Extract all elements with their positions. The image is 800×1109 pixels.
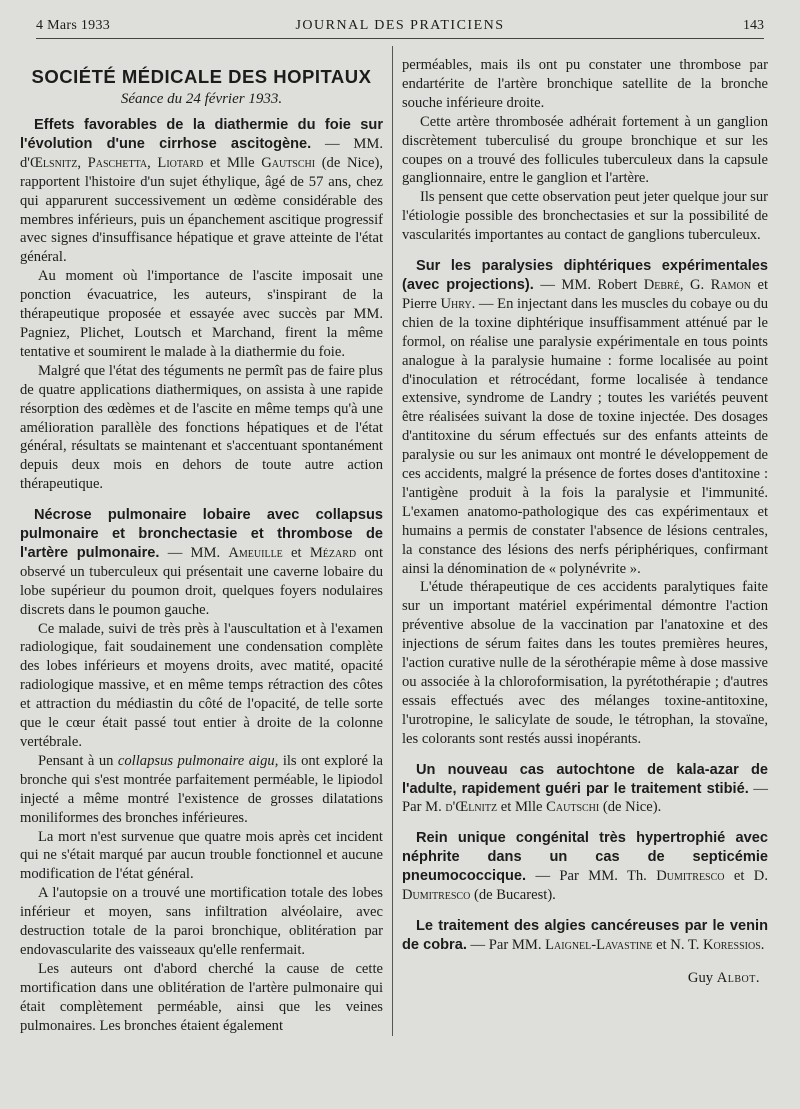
article-rein-title: Rein unique congénital très hypertrophié avec néphrite dans un cas de septicémie pneumococcique. — [402, 830, 768, 885]
running-head — [36, 16, 764, 39]
authors: Ameuille — [228, 544, 283, 561]
article-paralysies-title: Sur les paralysies diphtériques expérimentales (avec projections). — [402, 258, 768, 293]
article-necrose-p8: Ils pensent que cette observation peut jeter quelque jour sur l'étiologie possible des bronchectasies et sur la possibilité de vascularités importantes au contact de ganglions tuberculeux. — [402, 189, 768, 244]
authors: Gautschi — [261, 154, 316, 171]
session-date: Séance du 24 février 1933. — [120, 91, 283, 107]
authors: Œlsnitz, Paschetta, Liotard — [29, 154, 204, 171]
article-algies-p1: Le traitement des algies cancéreuses par le venin de cobra. — Par MM. Laignel-Lavastine et N. T. Koressios. — [402, 917, 768, 953]
article-necrose-p4: La mort n'est survenue que quatre mois après cet incident qui ne s'était marqué par aucun trouble fonctionnel et aucune modification de l'état général. — [20, 828, 383, 883]
article-rein — [402, 829, 768, 905]
authors: Uhry — [440, 295, 472, 312]
authors: Dumitresco — [402, 887, 471, 904]
authors: d'Œlnitz — [445, 799, 498, 816]
article-paralysies-p1: Sur les paralysies diphtériques expérimentales (avec projections). — MM. Robert Debré, G. Ramon et Pierre Uhry. — En injectant dans les muscles du cobaye ou du chien de la toxine diphtérique insuffisamment atténué par le formol, on réalise une paralysie expérimentale en tous points analogue à la paralysie humaine : forme localisée au point d'inoculation et rétrocédant, forme localisée à tendance extensive, syndrome de Landry ; toutes les variétés peuvent être réalisées suivant la dose de toxine injectée. Des dosages d'antitoxine du sérum effectués sur des enfants atteints de paralysie ou sur les animaux ont montré le développement de ces accidents, malgré la présence de fortes doses d'antitoxine : l'antigène produit à la fois la paralysie et l'immunité. L'examen anatomo-pathologique des cas expérimentaux et humains a permis de constater l'absence de lésions centrales, la constance des lésions des nerfs périphériques, confirmant ainsi la dénomination de « polynévrite ». — [402, 258, 769, 577]
journal-title: JOURNAL DES PRATICIENS — [295, 18, 505, 33]
article-rein-p1: Rein unique congénital très hypertrophié avec néphrite dans un cas de septicémie pneumococcique. — Par MM. Th. Dumitresco et D. Dumitresco (de Bucarest). — [402, 830, 768, 904]
issue-date: 4 Mars 1933 — [36, 18, 111, 33]
article-necrose-p7: Cette artère thrombosée adhérait fortement à un ganglion discrètement tuberculisé du groupe bronchique et sur les coupes on a trouvé des follicules tuberculeux dans la capsule ganglionnaire, entre le ganglion et l'artère. — [402, 113, 768, 187]
article-necrose-p3: Pensant à un collapsus pulmonaire aigu, ils ont exploré la bronche qui s'est montrée parfaitement perméable, le lipiodol injecté a même montré l'existence de grosses dilatations moniliformes des bronches inférieures. — [20, 752, 383, 826]
article-necrose — [20, 506, 383, 1035]
article-cirrhose-p3: Malgré que l'état des téguments ne permît pas de faire plus de quatre applications diathermiques, on assista à une rapide résorption des œdèmes et de l'ascite en même temps qu'à une amélioration parallèle des fonctions hépatiques et de l'état général, résultats se maintenant et s'accentuant spontanément depuis deux mois en dehors de toute autre action thérapeutique. — [20, 362, 383, 493]
article-necrose-title: Nécrose pulmonaire lobaire avec collapsus pulmonaire et bronchectasie et thrombose de l'artère pulmonaire. — [20, 507, 383, 561]
signature: Guy Albot. — [687, 969, 760, 986]
article-paralysies-p2: L'étude thérapeutique de ces accidents paralytiques faite sur un important matériel expérimental démontre l'action préventive absolue de la vaccination par l'anatoxine et des injections de sérum faites dans les toutes premières heures, l'action curative nulle de la sérothérapie même à dose massive ou associée à la chloroformisation, la pyrétothérapie ; d'autres essais effectués avec des mélanges toxine-antitoxine, l'urotropine, le salicylate de soude, le tétrophan, la stovaïne, les colorants sont restés aussi inopérants. — [402, 579, 768, 747]
page-number: 143 — [743, 18, 764, 33]
left-column — [20, 52, 383, 1048]
article-paralysies — [402, 257, 768, 749]
article-algies-title: Le traitement des algies cancéreuses par le venin de cobra. — [402, 917, 768, 953]
authors: Mézard — [309, 544, 357, 561]
article-cirrhose-p1: Effets favorables de la diathermie du foie sur l'évolution d'une cirrhose ascitogène. — MM. d'Œlsnitz, Paschetta, Liotard et Mlle Gautschi (de Nice), rapportent l'histoire d'un sujet éthylique, âgé de 57 ans, chez qui apparurent successivement un œdème considérable des membres inférieurs, puis un épanchement ascitique progressif avec signes d'insuffisance hépatique et grave atteinte de l'état général. — [20, 117, 384, 266]
article-necrose-p6: Les auteurs ont d'abord cherché la cause de cette mortification dans une oblitération de l'artère pulmonaire qui était complètement perméable, ainsi que les veines pulmonaires. Les bronches étaient également — [20, 960, 383, 1034]
right-column — [402, 56, 768, 988]
article-kala-azar — [402, 761, 768, 818]
article-kala-azar-title: Un nouveau cas autochtone de kala-azar de l'adulte, rapidement guéri par le traitement stibié. — [402, 761, 768, 797]
authors: Laignel-Lavastine — [545, 936, 653, 953]
article-cirrhose-title: Effets favorables de la diathermie du foie sur l'évolution d'une cirrhose ascitogène. — [20, 117, 383, 152]
authors: Debré, G. Ramon — [643, 276, 751, 293]
authors: Cautschi — [546, 799, 600, 816]
article-algies — [402, 917, 768, 955]
article-necrose-p2: Ce malade, suivi de très près à l'auscultation et à l'examen radiologique, fait soudainement une condensation complète des lobes inférieurs et moyens droits, avec matité, opacité radiologique massive, et en même temps rétraction des côtes et attraction du médiastin du côté de l'opacité, de telle sorte que le cœur était passé tout entier à droite de la colonne vertébrale. — [20, 620, 383, 750]
article-necrose-continued — [402, 56, 768, 245]
society-title: SOCIÉTÉ MÉDICALE DES HOPITAUX — [31, 66, 372, 87]
article-necrose-p1: Nécrose pulmonaire lobaire avec collapsus pulmonaire et bronchectasie et thrombose de l'artère pulmonaire. — MM. Ameuille et Mézard ont observé un tuberculeux qui présentait une caverne lobaire du lobe supérieur du poumon droit, quelques foyers nodulaires discrets dans le poumon gauche. — [20, 507, 384, 618]
article-cirrhose-p2: Au moment où l'importance de l'ascite imposait une ponction évacuatrice, les auteurs, s'inspirant de la thérapeutique proposée et essayée avec succès par MM. Pagniez, Plichet, Loutsch et Marchand, firent la même tentative et soumirent le malade à la diathermie du foie. — [20, 268, 383, 360]
article-cirrhose — [20, 116, 383, 494]
authors: Dumitresco — [656, 868, 725, 885]
article-necrose-p5: A l'autopsie on a trouvé une mortification totale des lobes inférieur et moyen, sans infiltration alvéolaire, avec destruction totale de la paroi bronchique, oblitération par endovascularite des vaisseaux qu'elle renfermait. — [20, 885, 383, 958]
authors: Koressios — [703, 936, 761, 953]
article-kala-azar-p1: Un nouveau cas autochtone de kala-azar de l'adulte, rapidement guéri par le traitement stibié. — Par M. d'Œlnitz et Mlle Cautschi (de Nice). — [402, 761, 768, 816]
column-divider — [392, 46, 393, 1036]
article-necrose-p6-cont: perméables, mais ils ont pu constater une thrombose par endartérite de l'artère bronchique satellite de la bronche souche inférieure droite. — [402, 57, 768, 111]
